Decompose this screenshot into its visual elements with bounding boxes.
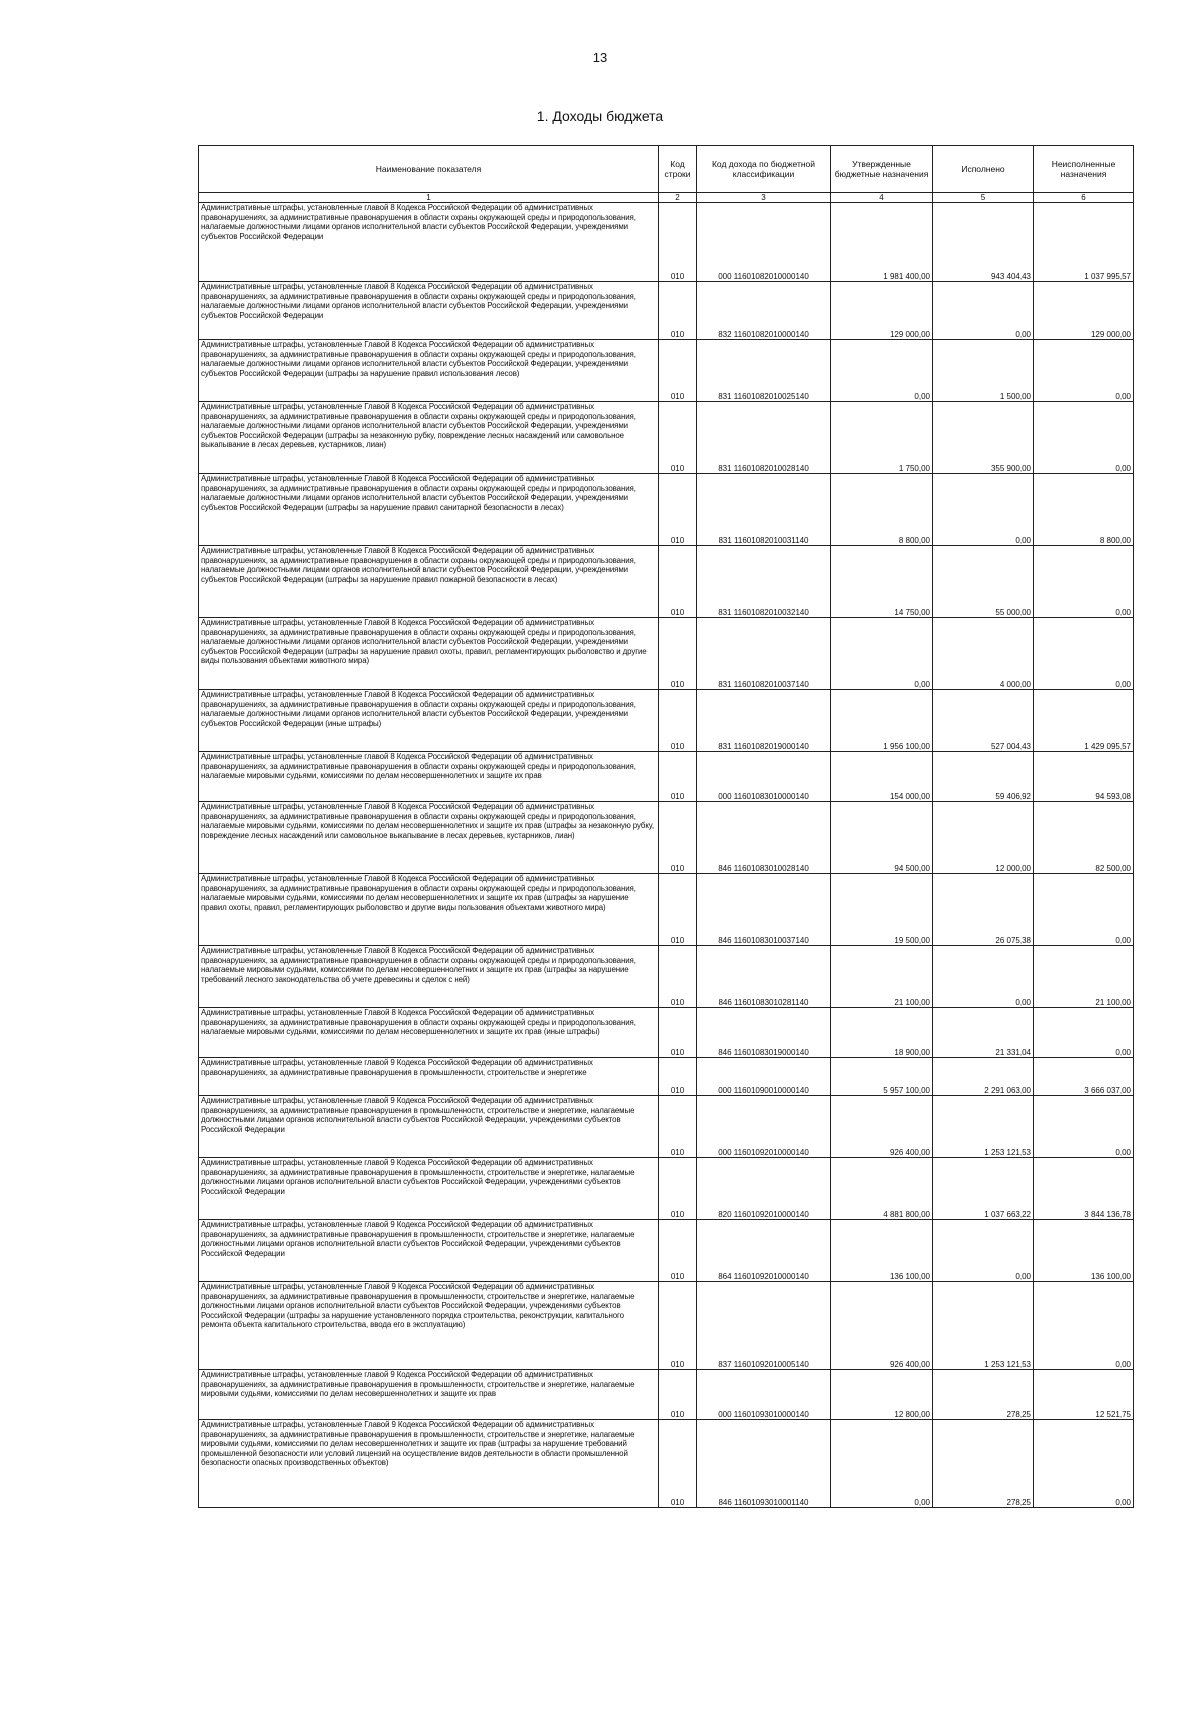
unexecuted-amount: 129 000,00 <box>1034 282 1134 340</box>
unexecuted-amount: 94 593,08 <box>1034 752 1134 802</box>
executed-amount: 1 500,00 <box>933 340 1034 402</box>
indicator-name: Административные штрафы, установленные главой 8 Кодекса Российской Федерации об административных правонарушениях, за административные правонарушения в области охраны окружающей среды и природопользования, налагаемые должностными лицами органов исполнительной власти субъектов Российской Федерации, учреждениями субъектов Российской Федерации <box>199 282 659 340</box>
unexecuted-amount: 3 844 136,78 <box>1034 1158 1134 1220</box>
indicator-name: Административные штрафы, установленные Главой 8 Кодекса Российской Федерации об административных правонарушениях, за административные правонарушения в области охраны окружающей среды и природопользования, налагаемые должностными лицами органов исполнительной власти субъектов Российской Федерации, учреждениями субъектов Российской Федерации (штрафы за незаконную рубку, повреждение лесных насаждений или самовольное выкапывание в лесах деревьев, кустарников, лиан) <box>199 402 659 474</box>
page-number: 13 <box>592 50 608 65</box>
header-approved: Утвержденные бюджетные назначения <box>831 146 933 193</box>
executed-amount: 0,00 <box>933 282 1034 340</box>
line-code: 010 <box>659 946 697 1008</box>
income-code: 831 11601082010037140 <box>697 618 831 690</box>
table-row <box>199 618 1134 690</box>
approved-amount: 19 500,00 <box>831 874 933 946</box>
indicator-name: Административные штрафы, установленные Главой 8 Кодекса Российской Федерации об административных правонарушениях, за административные правонарушения в области охраны окружающей среды и природопользования, налагаемые мировыми судьями, комиссиями по делам несовершеннолетних и защите их прав (штрафы за нарушение правил охоты, правил, регламентирующих рыболовство и другие виды пользования объектами животного мира) <box>199 874 659 946</box>
column-number: 4 <box>831 193 933 203</box>
indicator-name: Административные штрафы, установленные главой 9 Кодекса Российской Федерации об административных правонарушениях, за административные правонарушения в промышленности, строительстве и энергетике, налагаемые должностными лицами органов исполнительной власти субъектов Российской Федерации, учреждениями субъектов Российской Федерации <box>199 1220 659 1282</box>
executed-amount: 26 075,38 <box>933 874 1034 946</box>
line-code: 010 <box>659 618 697 690</box>
header-income-code: Код дохода по бюджетной классификации <box>697 146 831 193</box>
approved-amount: 12 800,00 <box>831 1370 933 1420</box>
income-code: 846 11601083010281140 <box>697 946 831 1008</box>
unexecuted-amount: 0,00 <box>1034 402 1134 474</box>
executed-amount: 55 000,00 <box>933 546 1034 618</box>
column-number: 3 <box>697 193 831 203</box>
column-number: 2 <box>659 193 697 203</box>
indicator-name: Административные штрафы, установленные Главой 9 Кодекса Российской Федерации об административных правонарушениях, за административные правонарушения в промышленности, строительстве и энергетике, налагаемые мировыми судьями, комиссиями по делам несовершеннолетних и защите их прав (штрафы за нарушение требований промышленной безопасности или условий лицензий на осуществление видов деятельности в области промышленной безопасности опасных производственных объектов) <box>199 1420 659 1508</box>
indicator-name: Административные штрафы, установленные главой 9 Кодекса Российской Федерации об административных правонарушениях, за административные правонарушения в промышленности, строительстве и энергетике <box>199 1058 659 1096</box>
approved-amount: 8 800,00 <box>831 474 933 546</box>
executed-amount: 59 406,92 <box>933 752 1034 802</box>
approved-amount: 1 956 100,00 <box>831 690 933 752</box>
executed-amount: 1 037 663,22 <box>933 1158 1034 1220</box>
column-number-row <box>199 193 1134 203</box>
section-title: 1. Доходы бюджета <box>536 108 664 124</box>
income-code: 837 11601092010005140 <box>697 1282 831 1370</box>
table-row <box>199 340 1134 402</box>
indicator-name: Административные штрафы, установленные Главой 8 Кодекса Российской Федерации об административных правонарушениях, за административные правонарушения в области охраны окружающей среды и природопользования, налагаемые мировыми судьями, комиссиями по делам несовершеннолетних и защите их прав (штрафы за нарушение требований лесного законодательства об учете древесины и сделок с ней) <box>199 946 659 1008</box>
unexecuted-amount: 12 521,75 <box>1034 1370 1134 1420</box>
line-code: 010 <box>659 474 697 546</box>
income-code: 000 11601083010000140 <box>697 752 831 802</box>
table-body <box>199 203 1134 1508</box>
table-row <box>199 752 1134 802</box>
executed-amount: 527 004,43 <box>933 690 1034 752</box>
executed-amount: 1 253 121,53 <box>933 1096 1034 1158</box>
approved-amount: 94 500,00 <box>831 802 933 874</box>
income-code: 000 11601090010000140 <box>697 1058 831 1096</box>
header-executed: Исполнено <box>933 146 1034 193</box>
approved-amount: 0,00 <box>831 1420 933 1508</box>
table-row <box>199 546 1134 618</box>
line-code: 010 <box>659 402 697 474</box>
approved-amount: 0,00 <box>831 618 933 690</box>
unexecuted-amount: 21 100,00 <box>1034 946 1134 1008</box>
column-number: 1 <box>199 193 659 203</box>
unexecuted-amount: 0,00 <box>1034 340 1134 402</box>
line-code: 010 <box>659 1008 697 1058</box>
executed-amount: 0,00 <box>933 946 1034 1008</box>
table-row <box>199 946 1134 1008</box>
line-code: 010 <box>659 690 697 752</box>
indicator-name: Административные штрафы, установленные Главой 9 Кодекса Российской Федерации об административных правонарушениях, за административные правонарушения в промышленности, строительстве и энергетике, налагаемые должностными лицами органов исполнительной власти субъектов Российской Федерации, учреждениями субъектов Российской Федерации (штрафы за нарушение установленного порядка строительства, реконструкции, капитального ремонта объекта капитального строительства, ввода его в эксплуатацию) <box>199 1282 659 1370</box>
unexecuted-amount: 0,00 <box>1034 546 1134 618</box>
line-code: 010 <box>659 1420 697 1508</box>
table-row <box>199 282 1134 340</box>
line-code: 010 <box>659 282 697 340</box>
header-line-code: Код строки <box>659 146 697 193</box>
approved-amount: 1 981 400,00 <box>831 203 933 282</box>
table-row <box>199 1282 1134 1370</box>
indicator-name: Административные штрафы, установленные Главой 8 Кодекса Российской Федерации об административных правонарушениях, за административные правонарушения в области охраны окружающей среды и природопользования, налагаемые мировыми судьями, комиссиями по делам несовершеннолетних и защите их прав (иные штрафы) <box>199 1008 659 1058</box>
unexecuted-amount: 0,00 <box>1034 1282 1134 1370</box>
income-code: 864 11601092010000140 <box>697 1220 831 1282</box>
table-row <box>199 1008 1134 1058</box>
unexecuted-amount: 1 429 095,57 <box>1034 690 1134 752</box>
executed-amount: 1 253 121,53 <box>933 1282 1034 1370</box>
unexecuted-amount: 82 500,00 <box>1034 802 1134 874</box>
unexecuted-amount: 136 100,00 <box>1034 1220 1134 1282</box>
income-code: 831 11601082019000140 <box>697 690 831 752</box>
table-row <box>199 1058 1134 1096</box>
executed-amount: 943 404,43 <box>933 203 1034 282</box>
table-row <box>199 1158 1134 1220</box>
unexecuted-amount: 0,00 <box>1034 1008 1134 1058</box>
indicator-name: Административные штрафы, установленные главой 8 Кодекса Российской Федерации об административных правонарушениях, за административные правонарушения в области охраны окружающей среды и природопользования, налагаемые должностными лицами органов исполнительной власти субъектов Российской Федерации, учреждениями субъектов Российской Федерации <box>199 203 659 282</box>
line-code: 010 <box>659 874 697 946</box>
approved-amount: 5 957 100,00 <box>831 1058 933 1096</box>
table-row <box>199 203 1134 282</box>
indicator-name: Административные штрафы, установленные Главой 8 Кодекса Российской Федерации об административных правонарушениях, за административные правонарушения в области охраны окружающей среды и природопользования, налагаемые должностными лицами органов исполнительной власти субъектов Российской Федерации, учреждениями субъектов Российской Федерации (иные штрафы) <box>199 690 659 752</box>
table-row <box>199 474 1134 546</box>
approved-amount: 18 900,00 <box>831 1008 933 1058</box>
income-code: 000 11601082010000140 <box>697 203 831 282</box>
header-row <box>199 146 1134 193</box>
income-code: 000 11601092010000140 <box>697 1096 831 1158</box>
approved-amount: 154 000,00 <box>831 752 933 802</box>
line-code: 010 <box>659 1158 697 1220</box>
indicator-name: Административные штрафы, установленные главой 9 Кодекса Российской Федерации об административных правонарушениях, за административные правонарушения в промышленности, строительстве и энергетике, налагаемые должностными лицами органов исполнительной власти субъектов Российской Федерации, учреждениями субъектов Российской Федерации <box>199 1096 659 1158</box>
column-number: 5 <box>933 193 1034 203</box>
column-number: 6 <box>1034 193 1134 203</box>
line-code: 010 <box>659 752 697 802</box>
executed-amount: 12 000,00 <box>933 802 1034 874</box>
approved-amount: 21 100,00 <box>831 946 933 1008</box>
indicator-name: Административные штрафы, установленные главой 8 Кодекса Российской Федерации об административных правонарушениях, за административные правонарушения в области охраны окружающей среды и природопользования, налагаемые мировыми судьями, комиссиями по делам несовершеннолетних и защите их прав <box>199 752 659 802</box>
approved-amount: 14 750,00 <box>831 546 933 618</box>
line-code: 010 <box>659 1220 697 1282</box>
table-row <box>199 1370 1134 1420</box>
line-code: 010 <box>659 546 697 618</box>
table-row <box>199 1096 1134 1158</box>
income-code: 831 11601082010025140 <box>697 340 831 402</box>
header-indicator-name: Наименование показателя <box>199 146 659 193</box>
income-code: 846 11601083019000140 <box>697 1008 831 1058</box>
indicator-name: Административные штрафы, установленные Главой 8 Кодекса Российской Федерации об административных правонарушениях, за административные правонарушения в области охраны окружающей среды и природопользования, налагаемые должностными лицами органов исполнительной власти субъектов Российской Федерации, учреждениями субъектов Российской Федерации (штрафы за нарушение правил пожарной безопасности в лесах) <box>199 546 659 618</box>
line-code: 010 <box>659 340 697 402</box>
unexecuted-amount: 3 666 037,00 <box>1034 1058 1134 1096</box>
executed-amount: 21 331,04 <box>933 1008 1034 1058</box>
indicator-name: Административные штрафы, установленные Главой 8 Кодекса Российской Федерации об административных правонарушениях, за административные правонарушения в области охраны окружающей среды и природопользования, налагаемые должностными лицами органов исполнительной власти субъектов Российской Федерации, учреждениями субъектов Российской Федерации (штрафы за нарушение правил использования лесов) <box>199 340 659 402</box>
income-code: 846 11601093010001140 <box>697 1420 831 1508</box>
approved-amount: 926 400,00 <box>831 1096 933 1158</box>
approved-amount: 4 881 800,00 <box>831 1158 933 1220</box>
header-unexecuted: Неисполненные назначения <box>1034 146 1134 193</box>
income-code: 831 11601082010032140 <box>697 546 831 618</box>
line-code: 010 <box>659 1058 697 1096</box>
table-row <box>199 1420 1134 1508</box>
income-code: 820 11601092010000140 <box>697 1158 831 1220</box>
table-row <box>199 690 1134 752</box>
approved-amount: 129 000,00 <box>831 282 933 340</box>
income-code: 832 11601082010000140 <box>697 282 831 340</box>
unexecuted-amount: 0,00 <box>1034 1420 1134 1508</box>
approved-amount: 1 750,00 <box>831 402 933 474</box>
table-row <box>199 402 1134 474</box>
unexecuted-amount: 8 800,00 <box>1034 474 1134 546</box>
indicator-name: Административные штрафы, установленные Главой 8 Кодекса Российской Федерации об административных правонарушениях, за административные правонарушения в области охраны окружающей среды и природопользования, налагаемые мировыми судьями, комиссиями по делам несовершеннолетних и защите их прав (штрафы за незаконную рубку, повреждение лесных насаждений или самовольное выкапывание в лесах деревьев, кустарников, лиан) <box>199 802 659 874</box>
income-code: 846 11601083010028140 <box>697 802 831 874</box>
line-code: 010 <box>659 1282 697 1370</box>
executed-amount: 0,00 <box>933 1220 1034 1282</box>
income-code: 846 11601083010037140 <box>697 874 831 946</box>
line-code: 010 <box>659 1096 697 1158</box>
approved-amount: 926 400,00 <box>831 1282 933 1370</box>
unexecuted-amount: 0,00 <box>1034 618 1134 690</box>
unexecuted-amount: 0,00 <box>1034 874 1134 946</box>
approved-amount: 136 100,00 <box>831 1220 933 1282</box>
unexecuted-amount: 1 037 995,57 <box>1034 203 1134 282</box>
executed-amount: 278,25 <box>933 1370 1034 1420</box>
income-code: 000 11601093010000140 <box>697 1370 831 1420</box>
income-code: 831 11601082010028140 <box>697 402 831 474</box>
line-code: 010 <box>659 802 697 874</box>
line-code: 010 <box>659 1370 697 1420</box>
table-row <box>199 802 1134 874</box>
line-code: 010 <box>659 203 697 282</box>
indicator-name: Административные штрафы, установленные главой 9 Кодекса Российской Федерации об административных правонарушениях, за административные правонарушения в промышленности, строительстве и энергетике, налагаемые мировыми судьями, комиссиями по делам несовершеннолетних и защите их прав <box>199 1370 659 1420</box>
unexecuted-amount: 0,00 <box>1034 1096 1134 1158</box>
executed-amount: 4 000,00 <box>933 618 1034 690</box>
executed-amount: 0,00 <box>933 474 1034 546</box>
executed-amount: 355 900,00 <box>933 402 1034 474</box>
approved-amount: 0,00 <box>831 340 933 402</box>
indicator-name: Административные штрафы, установленные Главой 8 Кодекса Российской Федерации об административных правонарушениях, за административные правонарушения в области охраны окружающей среды и природопользования, налагаемые должностными лицами органов исполнительной власти субъектов Российской Федерации, учреждениями субъектов Российской Федерации (штрафы за нарушение правил санитарной безопасности в лесах) <box>199 474 659 546</box>
table-row <box>199 874 1134 946</box>
budget-income-table <box>198 145 1134 1508</box>
executed-amount: 2 291 063,00 <box>933 1058 1034 1096</box>
income-code: 831 11601082010031140 <box>697 474 831 546</box>
table-row <box>199 1220 1134 1282</box>
indicator-name: Административные штрафы, установленные главой 9 Кодекса Российской Федерации об административных правонарушениях, за административные правонарушения в промышленности, строительстве и энергетике, налагаемые должностными лицами органов исполнительной власти субъектов Российской Федерации, учреждениями субъектов Российской Федерации <box>199 1158 659 1220</box>
executed-amount: 278,25 <box>933 1420 1034 1508</box>
indicator-name: Административные штрафы, установленные Главой 8 Кодекса Российской Федерации об административных правонарушениях, за административные правонарушения в области охраны окружающей среды и природопользования, налагаемые должностными лицами органов исполнительной власти субъектов Российской Федерации, учреждениями субъектов Российской Федерации (штрафы за нарушение правил охоты, правил, регламентирующих рыболовство и другие виды пользования объектами животного мира) <box>199 618 659 690</box>
